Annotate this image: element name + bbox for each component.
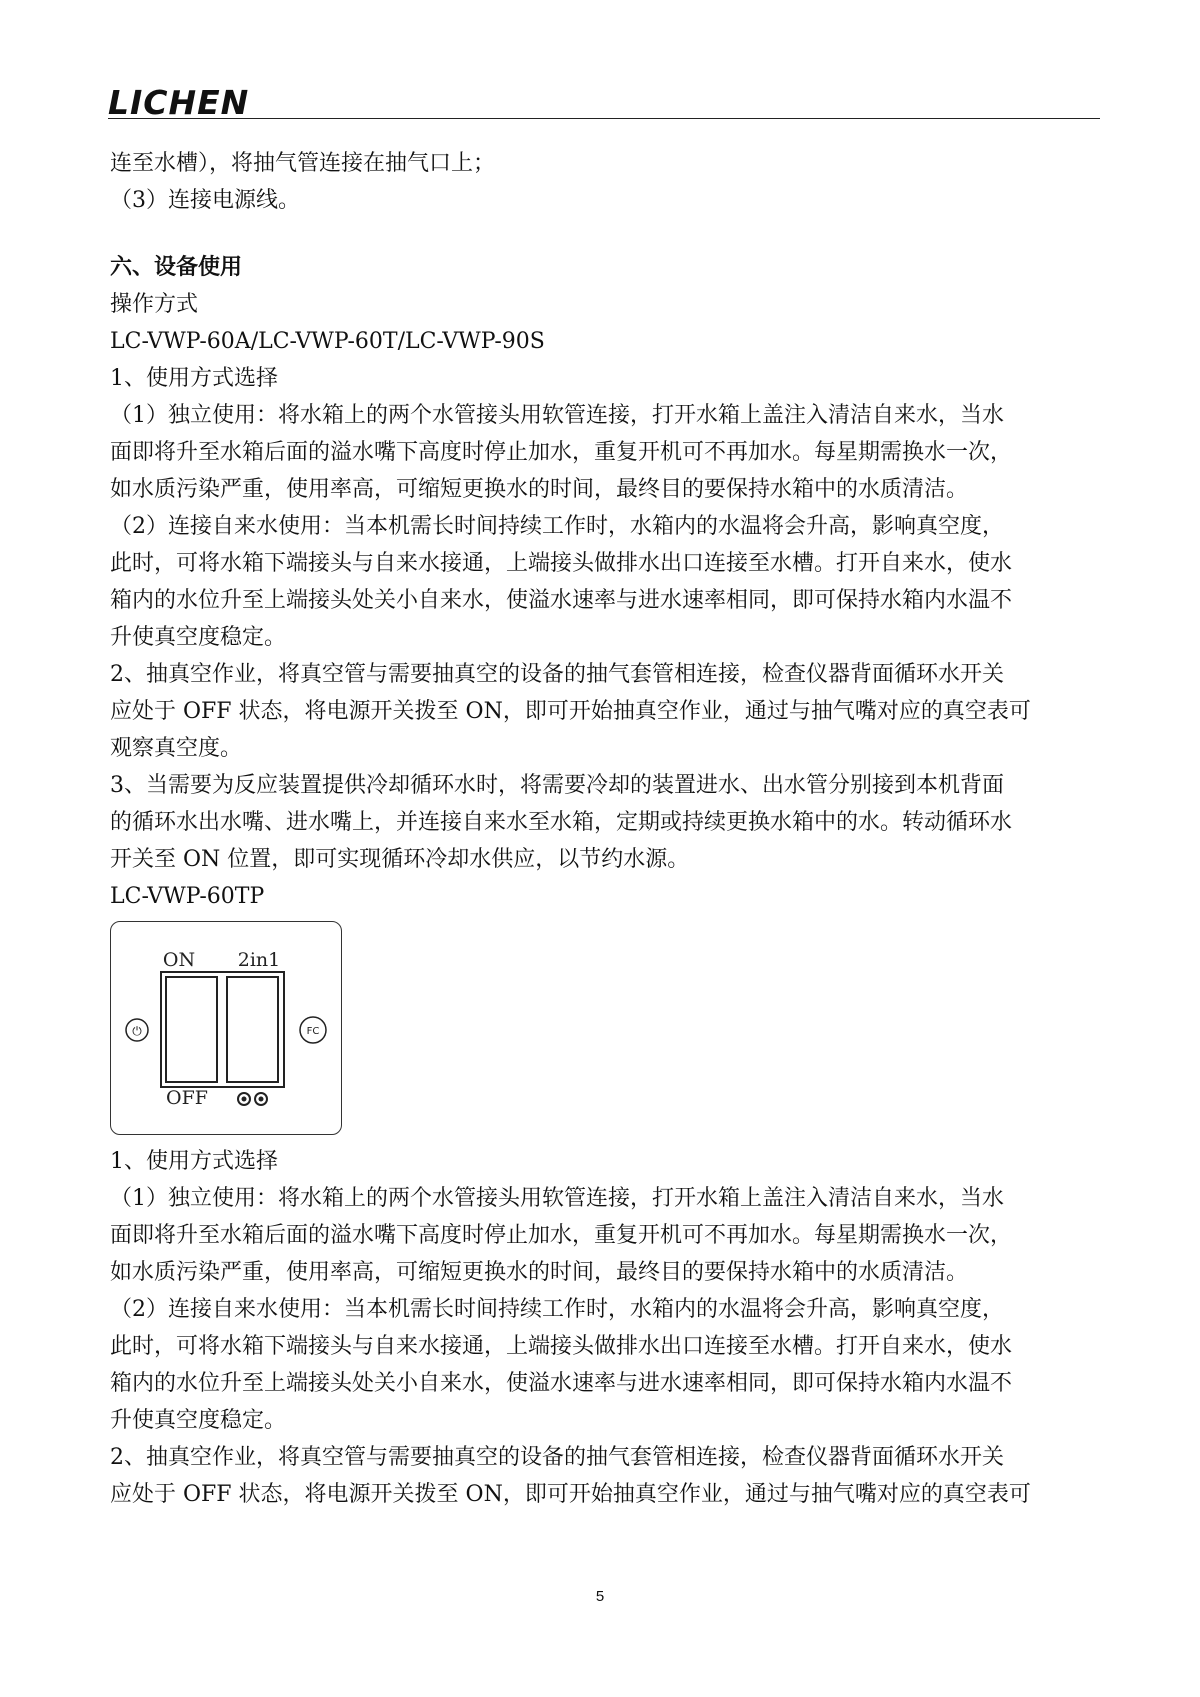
document-body [110,145,1100,1513]
block-a-line: 如水质污染严重，使用率高，可缩短更换水的时间，最终目的要保持水箱中的水质清洁。 [110,477,969,502]
block-a-line: （2）连接自来水使用：当本机需长时间持续工作时，水箱内的水温将会升高，影响真空度， [110,514,1005,539]
intro-line-2: （3）连接电源线。 [110,188,300,213]
block-a-line: 2、抽真空作业，将真空管与需要抽真空的设备的抽气套管相连接，检查仪器背面循环水开关 [110,662,1005,687]
lichen-logo [108,84,293,120]
block-b-line: 2、抽真空作业，将真空管与需要抽真空的设备的抽气套管相连接，检查仪器背面循环水开关 [110,1445,1005,1470]
block-a-line: 的循环水出水嘴、进水嘴上，并连接自来水至水箱，定期或持续更换水箱中的水。转动循环水 [110,810,1013,835]
control-panel-svg [111,922,343,1136]
control-panel-diagram [110,921,342,1135]
block-a-line: 箱内的水位升至上端接头处关小自来水，使溢水速率与进水速率相同，即可保持水箱内水温不 [110,588,1013,613]
block-b-line: 1、使用方式选择 [110,1149,278,1174]
block-b-line: （1）独立使用：将水箱上的两个水管接头用软管连接，打开水箱上盖注入清洁自来水，当水 [110,1186,1005,1211]
block-a-line: 观察真空度。 [110,736,243,761]
block-a-line: 应处于 OFF 状态，将电源开关拨至 ON，即可开始抽真空作业，通过与抽气嘴对应的真空表可 [110,699,1031,724]
label-on: ON [162,949,196,971]
block-b-line: 升使真空度稳定。 [110,1408,287,1433]
model-a-label: LC-VWP-60A/LC-VWP-60T/LC-VWP-90S [110,329,545,354]
block-b [110,1143,1100,1513]
switch-frame [161,972,284,1087]
label-off: OFF [166,1087,208,1109]
block-a-line: 开关至 ON 位置，即可实现循环冷却水供应，以节约水源。 [110,847,690,872]
block-b-line: （2）连接自来水使用：当本机需长时间持续工作时，水箱内的水温将会升高，影响真空度， [110,1297,1005,1322]
intro-line-1: 连至水槽），将抽气管连接在抽气口上； [110,151,496,176]
section-title: 六、设备使用 [110,255,243,280]
switch-right [227,977,278,1082]
block-a [110,360,1100,878]
header-rule [108,118,1100,119]
section-subtitle: 操作方式 [110,292,199,317]
model-b-label: LC-VWP-60TP [110,884,265,909]
power-symbol: ⏻ [132,1024,142,1038]
fc-label: FC [306,1026,320,1037]
block-b-line: 箱内的水位升至上端接头处关小自来水，使溢水速率与进水速率相同，即可保持水箱内水温不 [110,1371,1013,1396]
block-a-line: （1）独立使用：将水箱上的两个水管接头用软管连接，打开水箱上盖注入清洁自来水，当水 [110,403,1005,428]
label-2in1: 2in1 [237,949,281,971]
block-a-line: 1、使用方式选择 [110,366,278,391]
block-a-line: 3、当需要为反应装置提供冷却循环水时，将需要冷却的装置进水、出水管分别接到本机背面 [110,773,1005,798]
block-b-line: 如水质污染严重，使用率高，可缩短更换水的时间，最终目的要保持水箱中的水质清洁。 [110,1260,969,1285]
block-b-line: 应处于 OFF 状态，将电源开关拨至 ON，即可开始抽真空作业，通过与抽气嘴对应的真空表可 [110,1482,1031,1507]
block-b-line: 面即将升至水箱后面的溢水嘴下高度时停止加水，重复开机可不再加水。每星期需换水一次， [110,1223,1013,1248]
block-a-line: 此时，可将水箱下端接头与自来水接通，上端接头做排水出口连接至水槽。打开自来水，使水 [110,551,1013,576]
block-a-line: 升使真空度稳定。 [110,625,287,650]
block-b-line: 此时，可将水箱下端接头与自来水接通，上端接头做排水出口连接至水槽。打开自来水，使水 [110,1334,1013,1359]
block-a-line: 面即将升至水箱后面的溢水嘴下高度时停止加水，重复开机可不再加水。每星期需换水一次， [110,440,1013,465]
logo-text: LICHEN [108,84,250,120]
page-number: 5 [595,1588,605,1605]
switch-left [166,977,217,1082]
